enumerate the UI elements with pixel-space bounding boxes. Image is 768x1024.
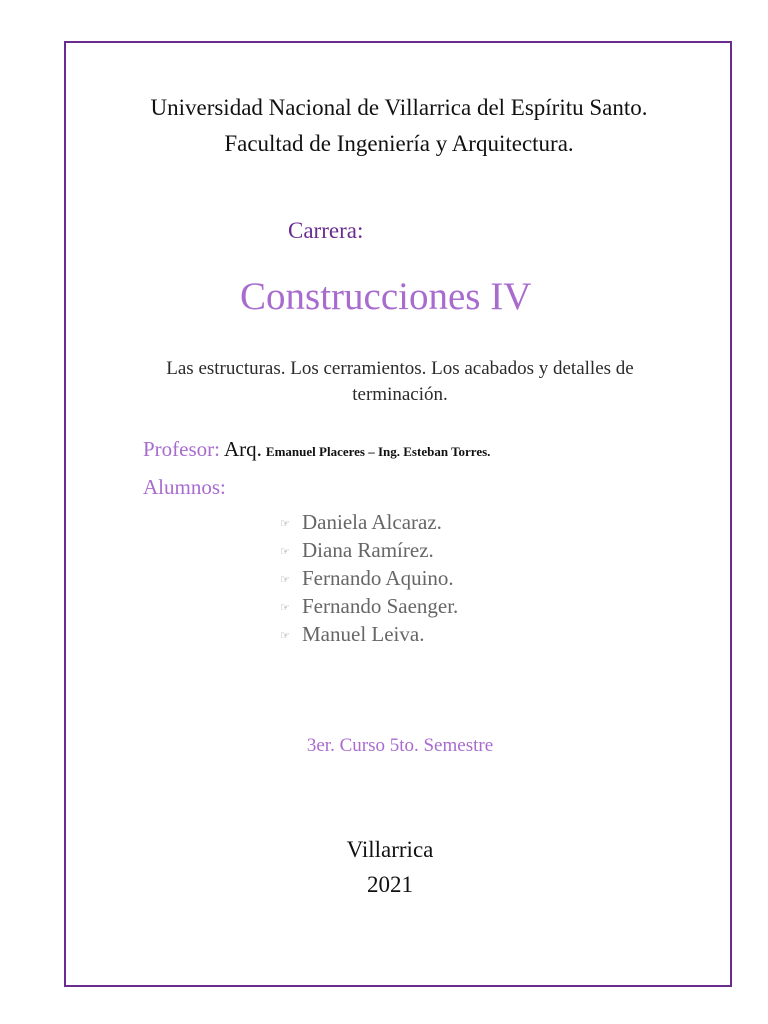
students-list [280, 508, 458, 648]
student-item [280, 592, 458, 620]
student-name: Diana Ramírez. [302, 538, 434, 562]
student-item [280, 508, 458, 536]
pointing-hand-icon: ☞ [280, 518, 290, 531]
student-name: Fernando Aquino. [302, 566, 454, 590]
course-semester: 3er. Curso 5to. Semestre [306, 735, 494, 756]
student-item [280, 564, 458, 592]
university-name: Universidad Nacional de Villarrica del Espíritu Santo. [150, 95, 648, 120]
pointing-hand-icon: ☞ [280, 574, 290, 587]
student-item [280, 620, 458, 648]
pointing-hand-icon: ☞ [280, 630, 290, 643]
subject-title: Construcciones IV [240, 275, 532, 318]
professor-row [143, 437, 490, 462]
pointing-hand-icon: ☞ [280, 546, 290, 559]
pointing-hand-icon: ☞ [280, 602, 290, 615]
students-label: Alumnos: [143, 475, 226, 499]
student-name: Fernando Saenger. [302, 594, 459, 618]
career-label: Carrera: [288, 218, 364, 243]
student-name: Daniela Alcaraz. [302, 510, 442, 534]
professor-title: Arq. [224, 437, 262, 461]
faculty-name: Facultad de Ingeniería y Arquitectura. [224, 131, 574, 156]
year: 2021 [367, 872, 413, 897]
student-name: Manuel Leiva. [302, 622, 425, 646]
city: Villarrica [346, 837, 434, 862]
student-item [280, 536, 458, 564]
professor-names: Emanuel Placeres – Ing. Esteban Torres. [265, 444, 491, 459]
subject-description: Las estructuras. Los cerramientos. Los acabados y detalles de terminación. [166, 358, 634, 405]
professor-label: Profesor: [143, 437, 220, 461]
